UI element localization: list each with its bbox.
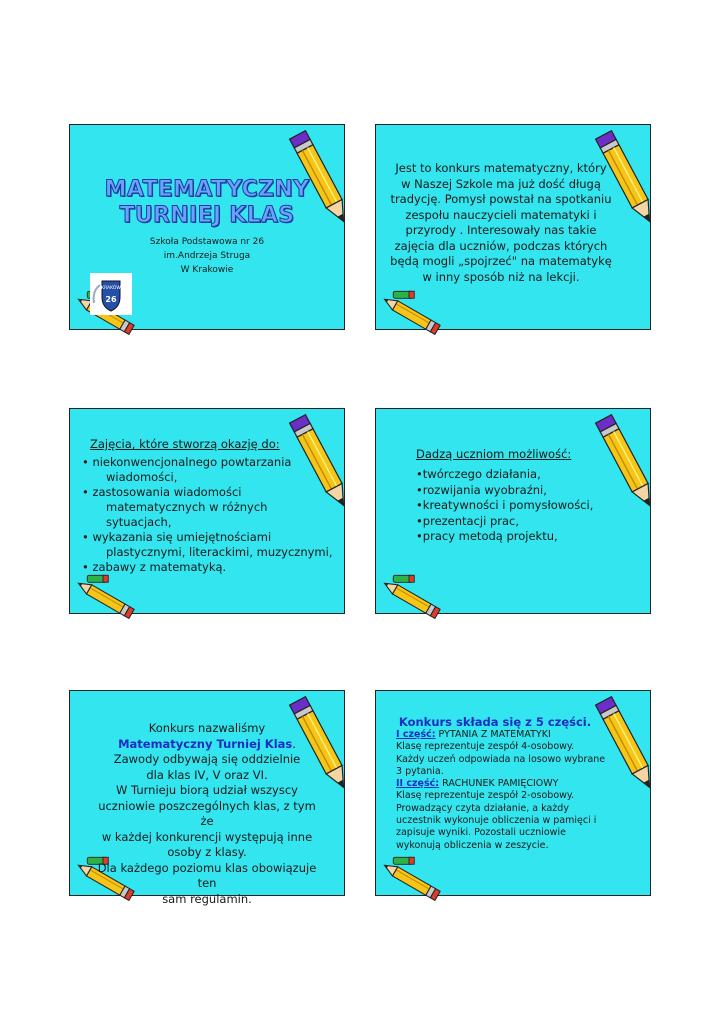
list-item: • niekonwencjonalnego powtarzania wiadomości, xyxy=(82,455,334,485)
school-logo xyxy=(90,273,132,315)
list-item: • pracy metodą projektu, xyxy=(416,529,640,545)
activities-list xyxy=(82,455,334,575)
slide-opportunities xyxy=(375,408,651,614)
pencil-icon xyxy=(374,567,444,615)
slide-intro xyxy=(375,124,651,330)
contest-description: Konkurs nazwaliśmy Matematyczny Turniej Klas. Zawody odbywają się oddzielnie dla klas IV, V oraz VI. W Turnieju biorą udział wszyscy uczniowie poszczególnych klas, z tym że w każdej konkurencji występują inne osoby z klasy. Dla każdego poziomu klas obowiązuje ten sam regulamin. xyxy=(97,721,317,906)
slide-title xyxy=(69,124,345,330)
slide-activities xyxy=(69,408,345,614)
pencil-icon xyxy=(374,283,444,331)
list-item: • prezentacji prac, xyxy=(416,514,640,530)
parts-description: I część: PYTANIA Z MATEMATYKI Klasę reprezentuje zespół 4-osobowy. Każdy uczeń odpowiada na losowo wybrane 3 pytania. II część: RACHUNEK PAMIĘCIOWY Klasę reprezentuje zespół 2-osobowy. Prowadzący czyta działanie, a każdy uczestnik wykonuje obliczenia w pamięci i zapisuje wyniki. Pozostali uczniowie wykonują obliczenia w zeszycie. xyxy=(396,729,606,851)
presentation-title: MATEMATYCZNY TURNIEJ KLAS xyxy=(104,177,310,228)
pencil-icon xyxy=(374,849,444,897)
school-info: Szkoła Podstawowa nr 26 im.Andrzeja Struga W Krakowie xyxy=(149,237,265,275)
svg-text:26: 26 xyxy=(105,295,117,304)
slide-name xyxy=(69,690,345,906)
intro-text: Jest to konkurs matematyczny, który w Naszej Szkole ma już dość długą tradycję. Pomysł powstał na spotkaniu zespołu nauczycieli matematyki i przyrody . Interesowały nas takie zajęcia dla uczniów, podczas których będą mogli „spojrzeć" na matematykę w inny sposób niż na lekcji. xyxy=(390,161,612,284)
svg-text:KRAKÓW: KRAKÓW xyxy=(101,286,121,291)
list-item: • zastosowania wiadomości matematycznych w różnych sytuacjach, xyxy=(82,485,334,530)
list-item: • rozwijania wyobraźni, xyxy=(416,483,640,499)
slide-parts xyxy=(375,690,651,896)
list-item: • zabawy z matematyką. xyxy=(82,560,334,575)
list-item: • kreatywności i pomysłowości, xyxy=(416,498,640,514)
list-item: • wykazania się umiejętnościami plastycznymi, literackimi, muzycznymi, xyxy=(82,530,334,560)
parts-heading: Konkurs składa się z 5 części. xyxy=(398,715,592,729)
activities-heading: Zajęcia, które stworzą okazję do: xyxy=(90,437,280,451)
list-item: • twórczego działania, xyxy=(416,467,640,483)
opportunities-heading: Dadzą uczniom możliwość: xyxy=(416,447,572,461)
opportunities-list xyxy=(416,467,640,545)
